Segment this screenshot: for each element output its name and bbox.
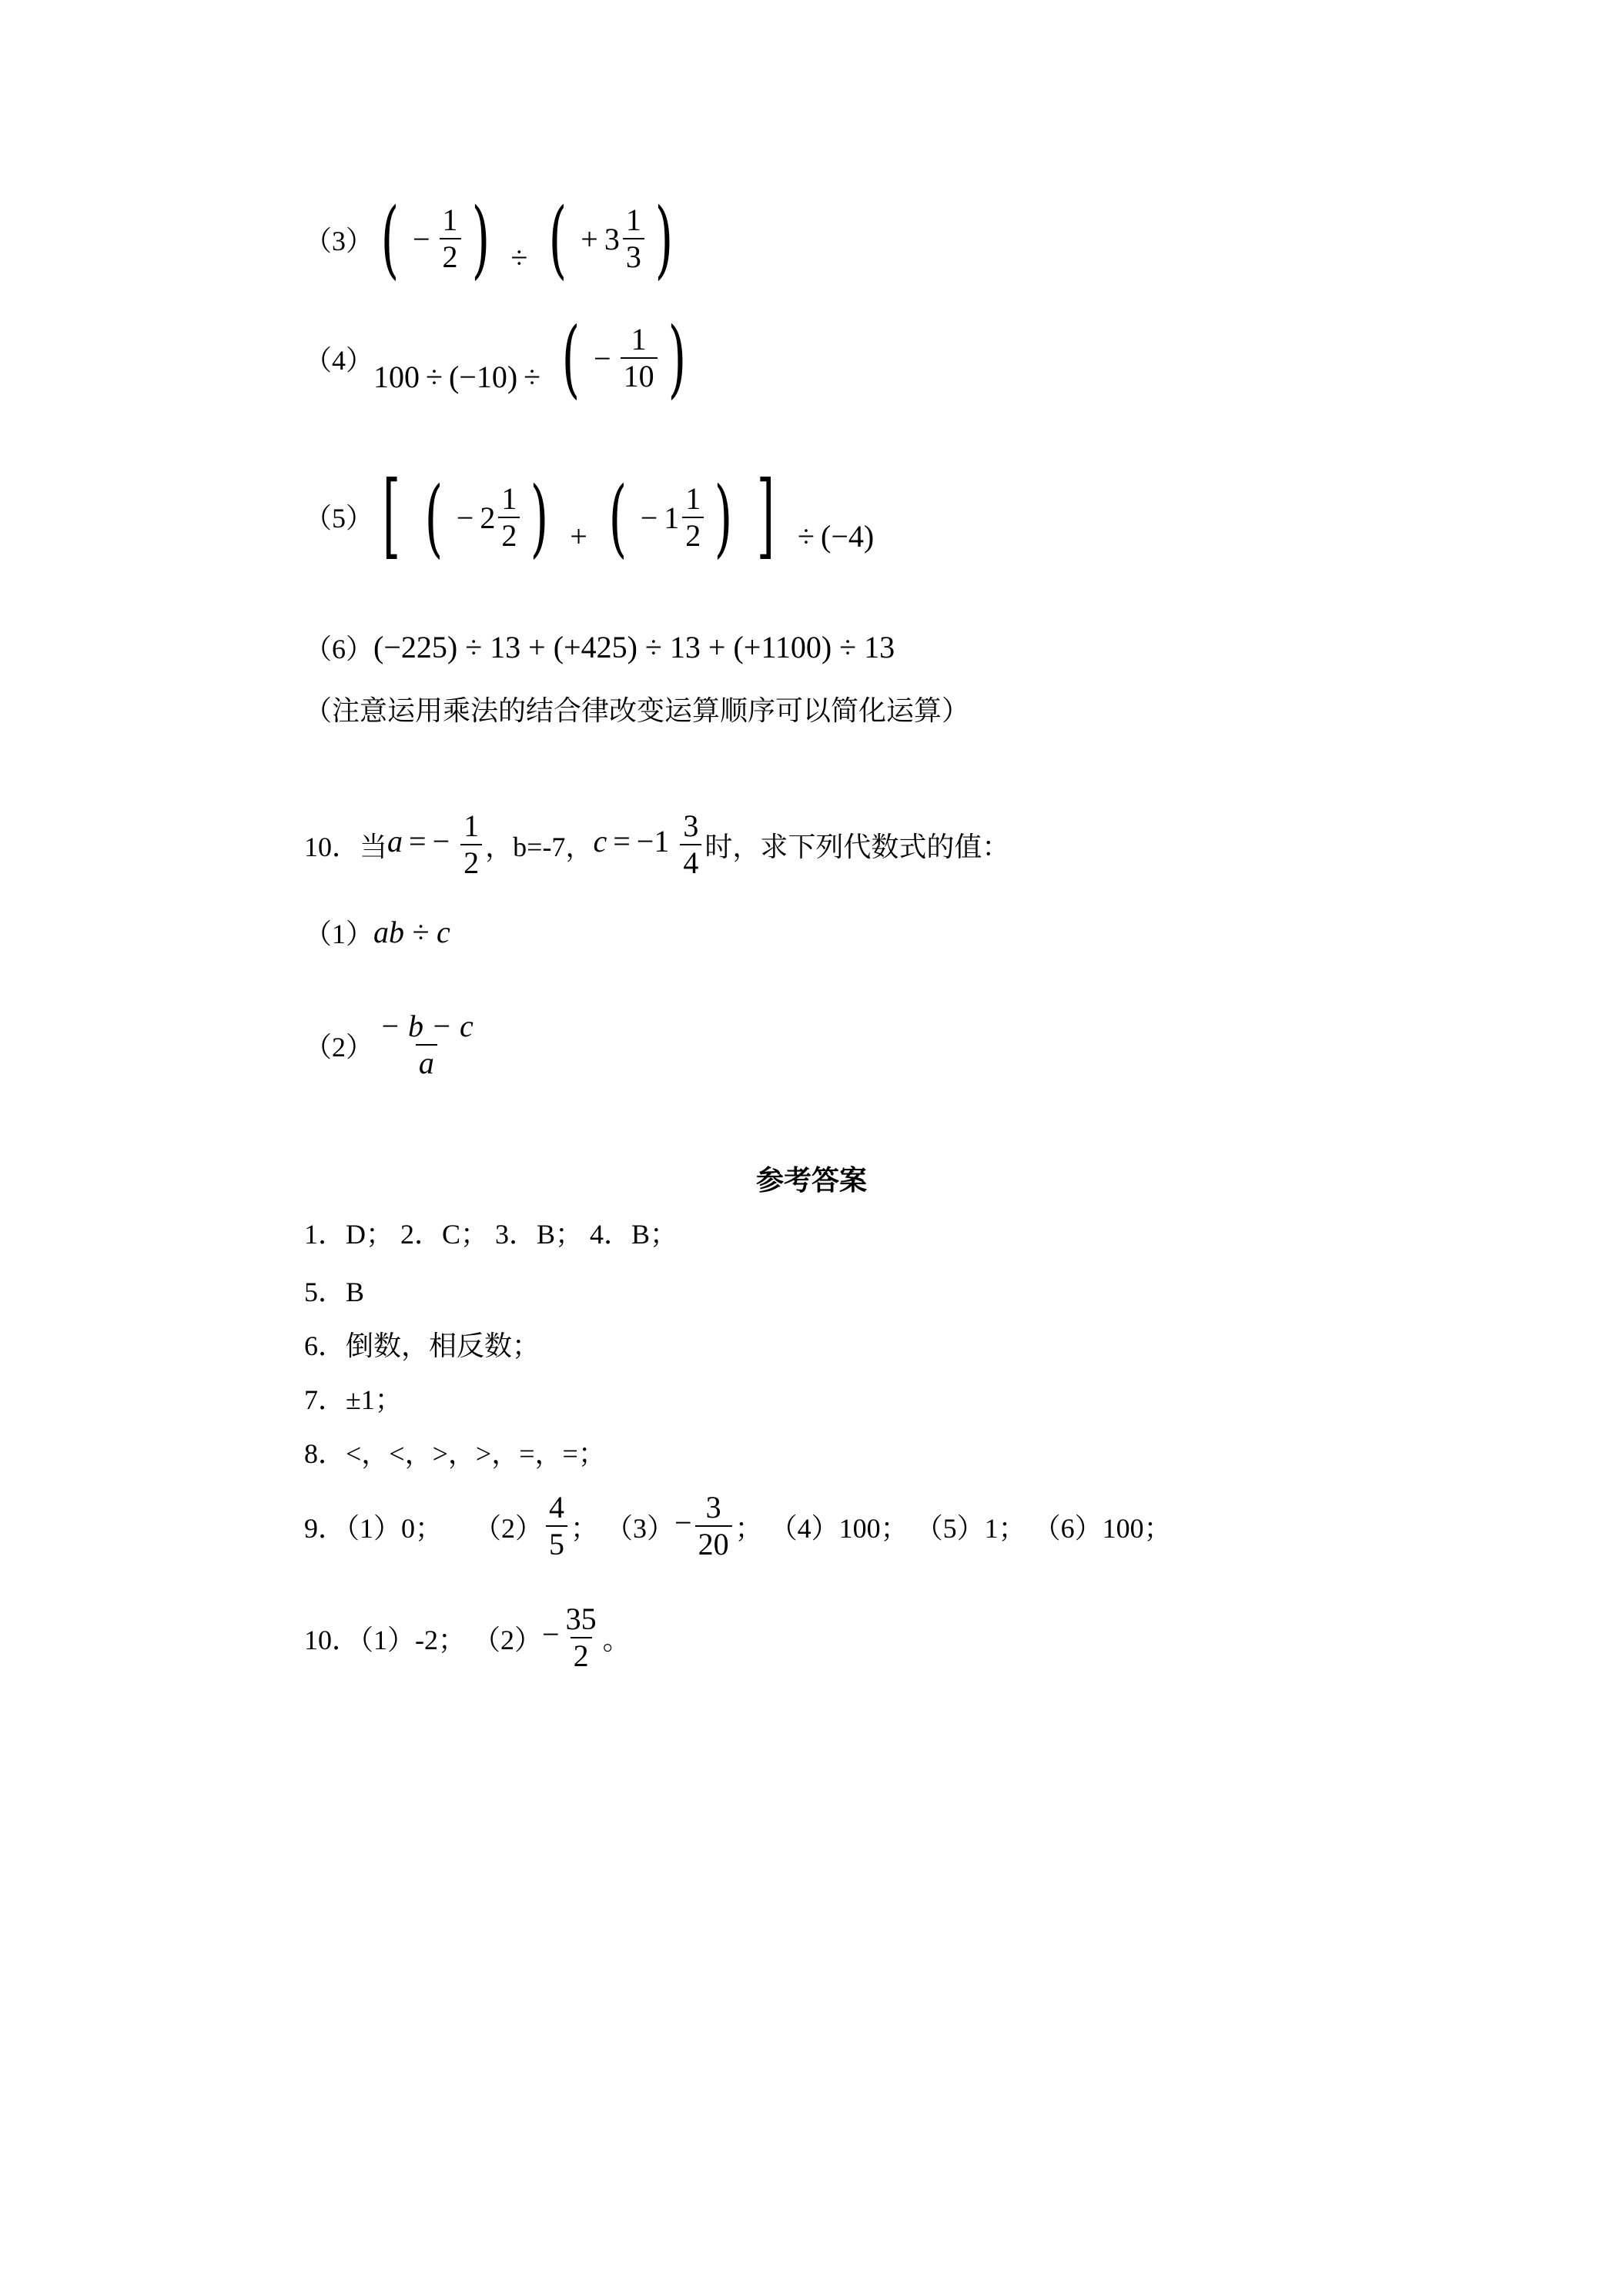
- answer-line-4: 7．±1；: [304, 1384, 403, 1415]
- problem-5: [304, 462, 875, 569]
- answer-10-end: 。: [602, 1624, 631, 1655]
- answer-10: [304, 1602, 631, 1674]
- question-10-1-expression: ab ÷ c: [373, 915, 450, 949]
- answer-9-rest: ； （4）100； （5）1； （6）100；: [735, 1512, 1172, 1544]
- c-definition: c = −1 $\frac{3}{4}$: [593, 808, 704, 881]
- answer-line-1: 1．D； 2．C； 3．B； 4．B；: [304, 1219, 678, 1250]
- problem-3-expression: ( − $\frac{1}{2}$ ) ÷ ( + 3 $\frac{1}{3}$ ): [380, 189, 674, 288]
- problem-6-label: （6）: [304, 634, 374, 664]
- question-10: [304, 808, 1009, 881]
- question-10-2-fraction: [376, 1009, 477, 1081]
- problem-6: [304, 628, 895, 667]
- problem-3-label: （3）: [304, 225, 374, 256]
- question-10-suffix: 时，求下列代数式的值：: [704, 831, 1010, 862]
- problem-4-expression: 100 ÷ (−10) ÷ ( − $\frac{1}{10}$ ): [373, 309, 686, 407]
- problem-5-label: （5）: [304, 502, 374, 534]
- question-10-1-label: （1）: [304, 919, 374, 949]
- answer-10-2-fraction: − $\frac{35}{2}$: [542, 1602, 597, 1673]
- a-definition: a = − $\frac{1}{2}$: [387, 808, 485, 881]
- question-10-2-label: （2）: [304, 1031, 374, 1063]
- answer-9-3-label: ； （3）: [571, 1512, 675, 1544]
- answer-line-2: 5．B: [304, 1277, 365, 1307]
- question-10-2-denominator: a: [416, 1044, 437, 1081]
- answer-9: [304, 1490, 1172, 1562]
- problem-6-expression: (−225) ÷ 13 + (+425) ÷ 13 + (+1100) ÷ 13: [373, 630, 895, 664]
- answer-9-3-fraction: − $\frac{3}{20}$: [674, 1490, 735, 1562]
- problem-3: [304, 189, 681, 288]
- problem-5-expression: [ ( − 2 $\frac{1}{2}$ ) + ( − 1 $\frac{1}{2}$ ) ] ÷ (−4): [382, 462, 875, 569]
- answer-line-5: 8．<，<，>，>，=，=；: [304, 1438, 606, 1469]
- answer-9-2-label: （2）: [474, 1512, 544, 1544]
- answers-title: 参考答案: [755, 1165, 867, 1197]
- question-10-2: [304, 1009, 480, 1081]
- answer-10-label: 10．（1）-2； （2）: [304, 1624, 542, 1655]
- answer-line-3: 6．倒数，相反数；: [304, 1330, 540, 1361]
- answer-9-2-fraction: $\frac{4}{5}$: [546, 1490, 567, 1562]
- note-label: （注意运用乘法的结合律改变运算顺序可以简化运算）: [304, 695, 970, 726]
- problem-4: [304, 309, 694, 407]
- note-text: [304, 689, 969, 728]
- question-10-2-numerator: − b − c: [380, 1009, 474, 1043]
- answer-9-label: 9．（1）0；: [304, 1512, 443, 1544]
- question-10-1: [304, 912, 450, 952]
- problem-4-label: （4）: [304, 344, 374, 376]
- b-definition: ，b=-7，: [485, 831, 594, 862]
- question-10-prefix: 10．当: [304, 831, 388, 862]
